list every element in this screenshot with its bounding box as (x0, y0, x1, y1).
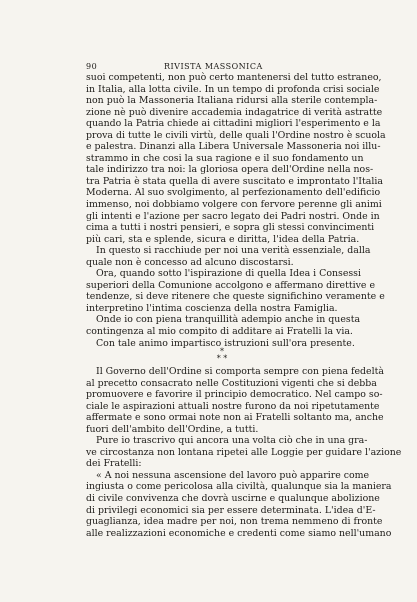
text-line: di civile convivenza che dovrà uscirne e qualunque abolizione (86, 493, 380, 505)
running-head: RIVISTA MASSONICA (164, 62, 263, 71)
text-line: quale non è concesso ad alcuno discostarsi. (86, 256, 294, 268)
text-line: dei Fratelli: (86, 458, 142, 470)
text-line: prova di tutte le civili virtù, delle quali l'Ordine nostro è scuola (86, 129, 386, 141)
page-number: 90 (86, 62, 98, 71)
text-line: ciale le aspirazioni attuali nostre furono da noi ripetutamente (86, 400, 380, 412)
text-line: affermate e sono ormai note non ai Fratelli soltanto ma, anche (86, 412, 384, 424)
text-line: superiori della Comunione accolgono e affermano direttive e (86, 279, 376, 291)
text-line: Con tale animo impartisco istruzioni sull'ora presente. (96, 337, 355, 349)
text-line: alle realizzazioni economiche e credenti come siamo nell'umano (86, 527, 392, 539)
text-line: e palestra. Dinanzi alla Libera Universale Massoneria noi illu- (86, 141, 381, 153)
text-line: zione nè può divenire accademia indagatrice di verità astratte (86, 106, 383, 118)
text-line: guaglianza, idea madre per noi, non trema nemmeno di fronte (86, 516, 383, 528)
text-line: immenso, noi dobbiamo volgere con fervore perenne gli animi (86, 199, 382, 211)
text-line: Ora, quando sotto l'ispirazione di quella Idea i Consessi (96, 268, 361, 280)
text-line: ingiusta o come pericolosa alla civiltà, qualunque sia la maniera (86, 481, 392, 493)
text-line: strammo in che cosi la sua ragione e il suo fondamento un (86, 152, 364, 164)
text-line: interpretino l'intima coscienza della nostra Famiglia. (86, 302, 338, 314)
text-line: Moderna. Al suo svolgimento, al perfezionamento dell'edificio (86, 187, 381, 199)
text-line: Pure io trascrivo qui ancora una volta ciò che in una gra- (96, 435, 368, 447)
text-line: di privilegi economici sia per essere determinata. L'idea d'E- (86, 504, 376, 516)
body-text-section-1 (86, 72, 386, 349)
text-line: Il Governo dell'Ordine si comporta sempre con piena fedeltà (96, 366, 384, 377)
text-line: tale indirizzo tra noi: la gloriosa opera dell'Ordine nella nos- (86, 164, 374, 176)
text-line: non può la Massoneria Italiana ridursi alla sterile contempla- (86, 95, 378, 107)
text-line: quando la Patria chiede ai cittadini migliori l'esperimento e la (86, 118, 381, 130)
text-line: ve circostanza non lontana ripetei alle Loggie per guidare l'azione (86, 446, 402, 458)
text-line: al precetto consacrato nelle Costituzioni vigenti che si debba (86, 377, 377, 389)
text-line: suoi competenti, non può certo mantenersi del tutto estraneo, (86, 72, 382, 83)
text-line: tendenze, si deve ritenere che queste significhino veramente e (86, 291, 385, 303)
text-line: gli intenti e l'azione per sacro legato dei Padri nostri. Onde in (86, 210, 380, 222)
separator-mark-bottom: * * (216, 354, 228, 363)
text-line: Onde io con piena tranquillità adempio anche in questa (96, 314, 361, 326)
text-line: contingenza al mio compito di additare ai Fratelli la via. (86, 326, 353, 338)
text-line: promuovere e favorire il principio democratico. Nel campo so- (86, 389, 383, 401)
text-line: in Italia, alla lotta civile. In un tempo di profonda crisi sociale (86, 83, 380, 95)
text-line: più cari, sta e splende, sicura e diritta, l'idea della Patria. (86, 233, 360, 245)
text-line: tra Patria è stata quella di avere suscitato e improntato l'Italia (86, 175, 383, 187)
text-line: cima a tutti i nostri pensieri, e sopra gli stessi convincimenti (86, 222, 375, 234)
separator-mark-top: * (220, 347, 224, 356)
body-text-section-2 (86, 366, 402, 539)
text-line: In questo si racchiude per noi una verità essenziale, dalla (96, 245, 371, 257)
text-line: fuori dell'ambito dell'Ordine, a tutti. (86, 423, 259, 435)
section-separator (210, 348, 234, 366)
text-line: « A noi nessuna ascensione del lavoro può apparire come (96, 469, 370, 481)
